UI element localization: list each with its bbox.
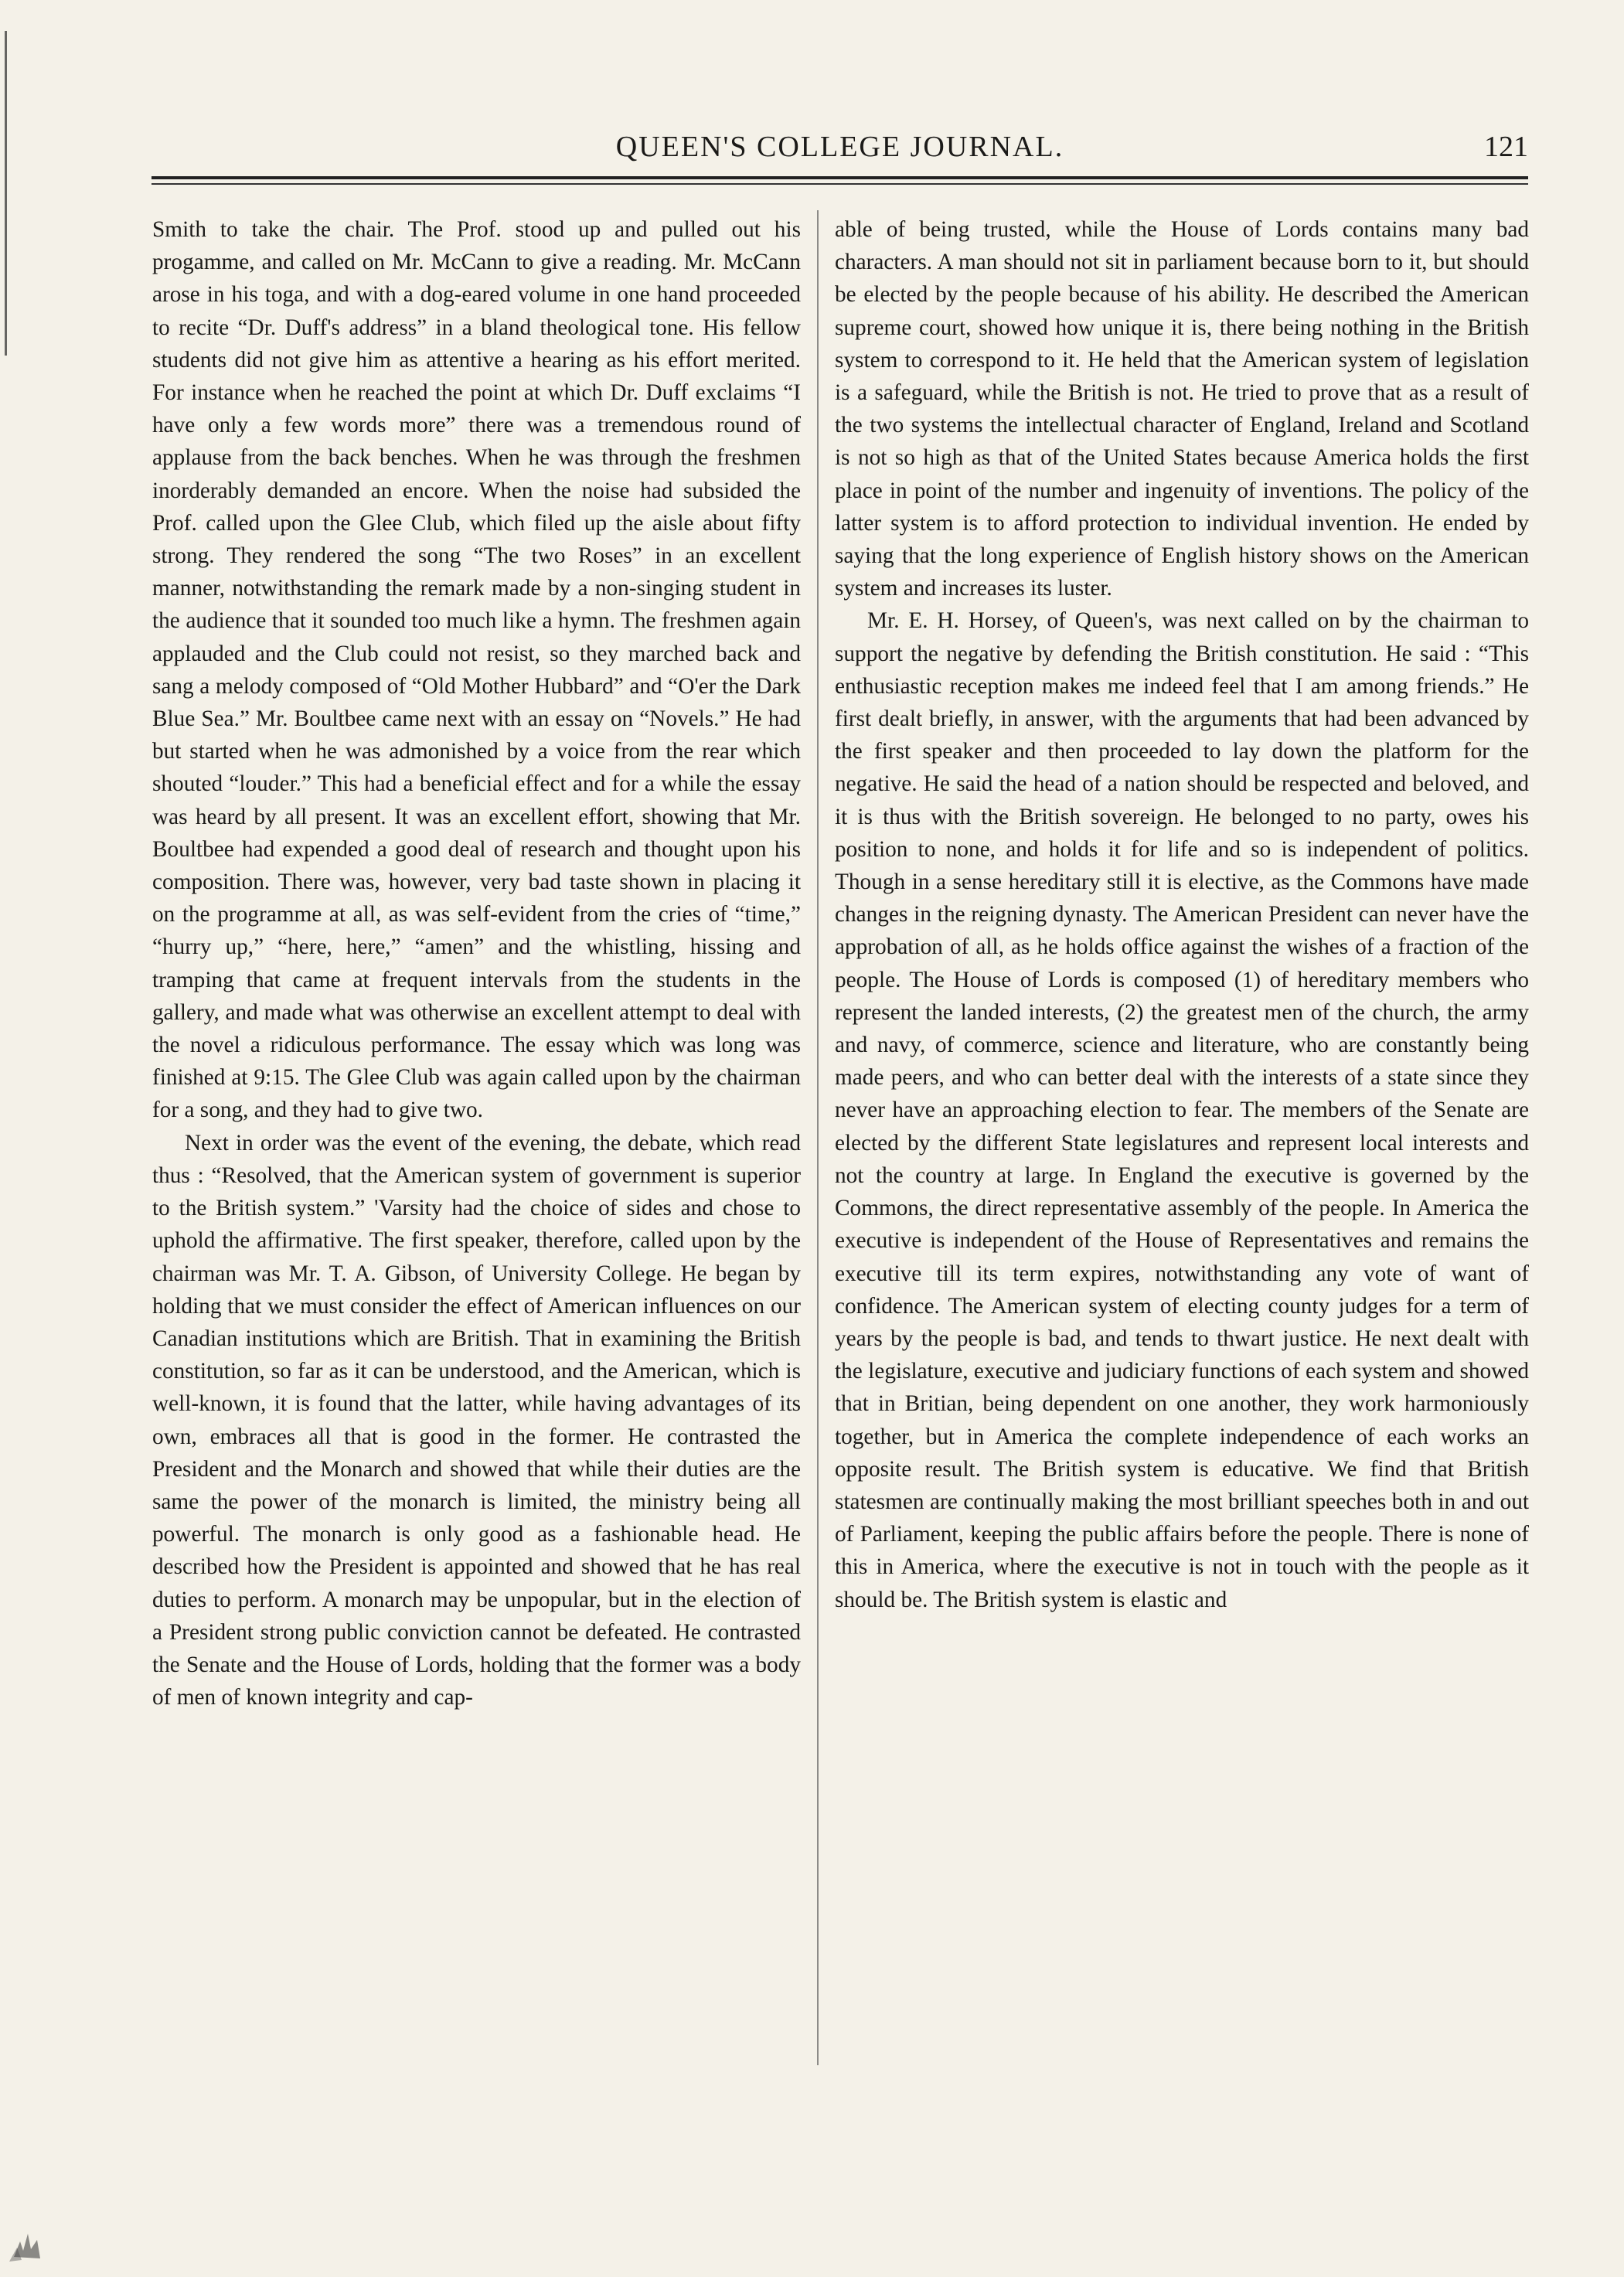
right-column <box>835 213 1529 1616</box>
running-title: QUEEN'S COLLEGE JOURNAL. <box>615 131 1064 163</box>
header-rule-thick <box>152 176 1528 179</box>
left-column <box>152 213 801 1714</box>
scan-smudge-mark <box>6 2211 53 2265</box>
right-paragraph-2: Mr. E. H. Horsey, of Queen's, was next called on by the chairman to support the negative by defending the British constitution. He said : “This enthusiastic reception makes me indeed feel that I am among friends.” He first dealt briefly, in answer, with the arguments that had been advanced by the first speaker and then proceeded to lay down the platform for the negative. He said the head of a nation should be respected and beloved, and it is thus with the British sovereign. He belonged to no party, owes his position to none, and holds it for life and so is independent of politics. Though in a sense hereditary still it is elective, as the Commons have made changes in the reigning dynasty. The American President can never have the approbation of all, as he holds office against the wishes of a fraction of the people. The House of Lords is composed (1) of hereditary members who represent the landed interests, (2) the greatest men of the church, the army and navy, of commerce, science and literature, who are constantly being made peers, and who can better deal with the interests of a state since they never have an approaching election to fear. The members of the Senate are elected by the different State legislatures and represent local interests and not the country at large. In England the executive is governed by the Commons, the direct representative assembly of the people. In America the executive is independent of the House of Representatives and remains the executive till its term expires, notwithstanding any vote of want of confidence. The American system of electing county judges for a term of years by the people is bad, and tends to thwart justice. He next dealt with the legislature, executive and judiciary functions of each system and showed that in Britian, being dependent on one another, they work harmoniously together, but in America the complete independence of each works an opposite result. The British system is educative. We find that British statesmen are continually making the most brilliant speeches both in and out of Parliament, keeping the public affairs before the people. There is none of this in America, where the executive is not in touch with the people as it should be. The British system is elastic and <box>835 608 1529 1612</box>
left-paragraph-1: Smith to take the chair. The Prof. stood up and pulled out his progamme, and called on Mr. McCann to give a reading. Mr. McCann arose in his toga, and with a dog-eared volume in one hand proceeded to recite “Dr. Duff's address” in a bland theological tone. His fellow students did not give him as attentive a hearing as his effort merited. For instance when he reached the point at which Dr. Duff exclaims “I have only a few words more” there was a tremendous round of applause from the back benches. When he was through the freshmen inorderably demanded an encore. When the noise had subsided the Prof. called upon the Glee Club, which filed up the aisle about fifty strong. They rendered the song “The two Roses” in an excellent manner, notwithstanding the remark made by a non-singing student in the audience that it sounded too much like a hymn. The freshmen again applauded and the Club could not resist, so they marched back and sang a melody composed of “Old Mother Hubbard” and “O'er the Dark Blue Sea.” Mr. Boultbee came next with an essay on “Novels.” He had but started when he was admonished by a voice from the rear which shouted “louder.” This had a beneficial effect and for a while the essay was heard by all present. It was an excellent effort, showing that Mr. Boultbee had expended a good deal of research and thought upon his composition. There was, however, very bad taste shown in placing it on the programme at all, as was self-evident from the cries of “time,” “hurry up,” “here, here,” “amen” and the whistling, hissing and tramping that came at frequent intervals from the students in the gallery, and made what was otherwise an excellent attempt to deal with the novel a ridiculous performance. The essay which was long was finished at 9:15. The Glee Club was again called upon by the chairman for a song, and they had to give two. <box>152 217 801 1123</box>
column-divider <box>817 210 819 2065</box>
binding-edge-mark <box>5 31 7 356</box>
page-number: 121 <box>1484 131 1528 163</box>
header-rule-thin <box>152 183 1528 185</box>
right-paragraph-1: able of being trusted, while the House of Lords contains many bad characters. A man should not sit in parliament because born to it, but should be elected by the people because of his ability. He described the American supreme court, showed how unique it is, there being nothing in the British system to correspond to it. He held that the American system of legislation is a safeguard, while the British is not. He tried to prove that as a result of the two systems the intellectual character of England, Ireland and Scotland is not so high as that of the United States because America holds the first place in point of the number and ingenuity of inventions. The policy of the latter system is to afford protection to individual invention. He ended by saying that the long experience of English history shows on the American system and increases its luster. <box>835 217 1529 601</box>
page-header <box>152 128 1528 174</box>
left-paragraph-2: Next in order was the event of the evening, the debate, which read thus : “Resolved, that the American system of government is superior to the British system.” 'Varsity had the choice of sides and chose to uphold the affirmative. The first speaker, therefore, called upon by the chairman was Mr. T. A. Gibson, of University College. He began by holding that we must consider the effect of American influences on our Canadian institutions which are British. That in examining the British constitution, so far as it can be understood, and the American, which is well-known, it is found that the latter, while having advantages of its own, embraces all that is good in the former. He contrasted the President and the Monarch and showed that while their duties are the same the power of the monarch is limited, the ministry being all powerful. The monarch is only good as a fashionable head. He described how the President is appointed and showed that he has real duties to perform. A monarch may be unpopular, but in the election of a President strong public conviction cannot be defeated. He contrasted the Senate and the House of Lords, holding that the former was a body of men of known integrity and cap- <box>152 1130 801 1710</box>
